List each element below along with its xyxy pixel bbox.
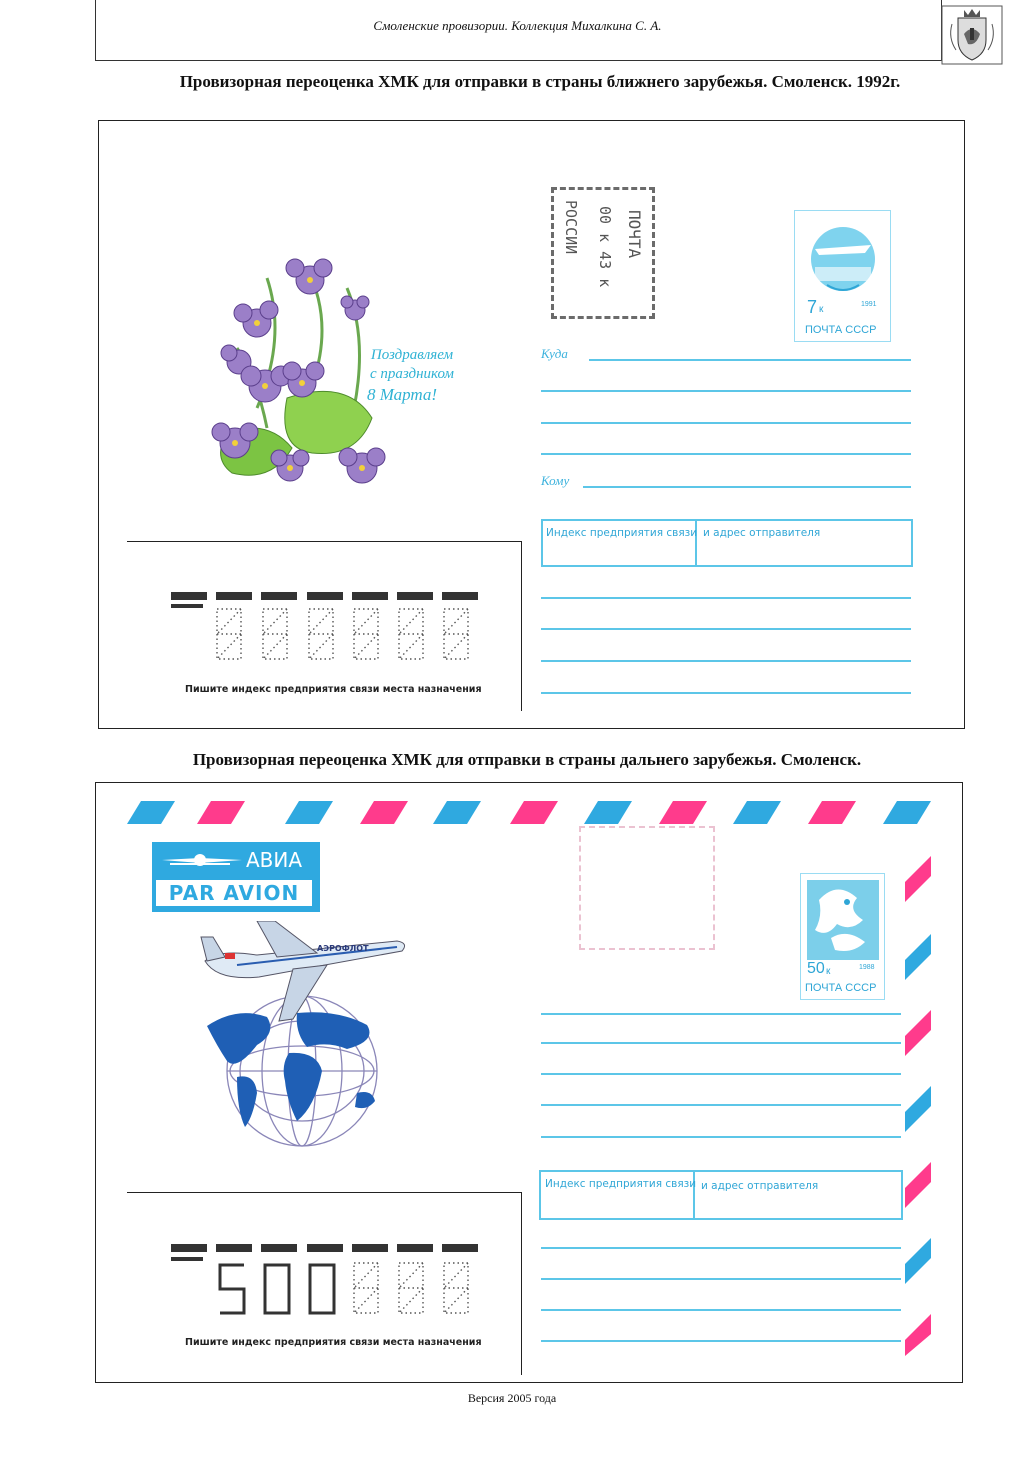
zip-bar	[397, 592, 433, 600]
airplane-globe-illustration	[197, 921, 417, 1151]
zip-bar	[307, 1244, 343, 1252]
address-line	[541, 1073, 901, 1075]
zip-bar	[307, 592, 343, 600]
zip-bar	[352, 1244, 388, 1252]
airmail-border-top	[127, 796, 935, 826]
stamp-2-issuer: ПОЧТА СССР	[805, 982, 877, 994]
sender-address-label: и адрес отправителя	[701, 1180, 819, 1192]
stamp-2-value: 50	[807, 960, 825, 977]
sender-address-box	[691, 1170, 903, 1220]
sender-line	[541, 628, 911, 630]
address-line	[541, 1136, 901, 1138]
greeting-line-1: Поздравляем	[370, 347, 454, 363]
overprint-line-1: ПОЧТА	[625, 210, 644, 259]
stamp-1-value: 7	[807, 297, 818, 317]
address-label-where: Куда	[541, 346, 568, 361]
sender-index-label: Индекс предприятия связи	[545, 1178, 697, 1190]
zip-bar	[261, 1244, 297, 1252]
greeting-line-3: 8 Марта!	[366, 385, 438, 404]
sender-line	[541, 1309, 901, 1311]
sender-line	[541, 1278, 901, 1280]
stamp-1	[794, 210, 891, 342]
address-line	[541, 453, 911, 455]
envelope-1	[127, 133, 935, 710]
address-line	[541, 1013, 901, 1015]
section2-title: Провизорная переоценка ХМК для отправки в страны дальнего зарубежья. Смоленск.	[192, 750, 862, 769]
address-line	[583, 486, 911, 488]
zip-bar	[171, 1257, 203, 1261]
zip-bar	[397, 1244, 433, 1252]
zip-instruction: Пишите индекс предприятия связи места назначения	[185, 684, 482, 695]
sender-line	[541, 1247, 901, 1249]
zip-digit-grid	[212, 607, 482, 663]
bird-stamp-icon	[807, 880, 879, 960]
zip-instruction: Пишите индекс предприятия связи места назначения	[185, 1337, 482, 1348]
zip-bar	[171, 604, 203, 608]
stamp-2	[800, 873, 885, 1000]
zip-bar	[261, 592, 297, 600]
stamp-2-unit: к	[826, 966, 831, 977]
wings-icon	[160, 850, 244, 872]
faint-postmark	[579, 826, 715, 950]
stamp-1-unit: к	[819, 304, 824, 315]
zip-bar	[216, 1244, 252, 1252]
overprint-line-2: РОССИИ	[562, 200, 580, 255]
sender-line	[541, 692, 911, 694]
stamp-1-year: 1991	[861, 301, 877, 308]
address-line	[541, 1104, 901, 1106]
zip-bar	[352, 592, 388, 600]
zip-bar	[442, 592, 478, 600]
address-line	[541, 1042, 901, 1044]
sender-line	[541, 660, 911, 662]
airmail-border-right	[903, 856, 935, 1356]
section1-title: Провизорная переоценка ХМК для отправки в страны ближнего зарубежья. Смоленск. 1992г.	[179, 72, 901, 91]
sender-line	[541, 597, 911, 599]
sender-line	[541, 1340, 901, 1342]
address-line	[589, 359, 911, 361]
zip-bar	[171, 592, 207, 600]
address-label-whom: Кому	[541, 473, 570, 488]
address-line	[541, 422, 911, 424]
envelope-2	[127, 796, 935, 1374]
stamp-1-issuer: ПОЧТА СССР	[805, 324, 877, 336]
header-note: Смоленские провизории. Коллекция Михалкина С. А.	[373, 18, 662, 33]
plane-text: АЭРОФЛОТ	[317, 944, 369, 953]
airplane-icon	[201, 921, 405, 1021]
sender-address-label: и адрес отправителя	[703, 527, 821, 539]
greeting-line-2: с праздником	[369, 366, 455, 382]
zip-bar	[442, 1244, 478, 1252]
footer-version: Версия 2005 года	[467, 1391, 557, 1405]
zip-digit-grid	[212, 1259, 482, 1319]
zip-bar	[216, 592, 252, 600]
airplane-stamp-icon	[807, 219, 879, 299]
coat-of-arms-icon	[940, 4, 1004, 66]
overprint-line-3: 00 к 43 к	[596, 206, 614, 288]
zip-bar	[171, 1244, 207, 1252]
airmail-label	[152, 842, 320, 912]
overprint-handstamp	[551, 187, 655, 319]
stamp-2-year: 1988	[859, 964, 875, 971]
airmail-fr: PAR AVION	[156, 880, 312, 906]
address-line	[541, 390, 911, 392]
sender-index-label: Индекс предприятия связи	[546, 527, 698, 539]
airmail-ru: АВИА	[246, 848, 303, 872]
